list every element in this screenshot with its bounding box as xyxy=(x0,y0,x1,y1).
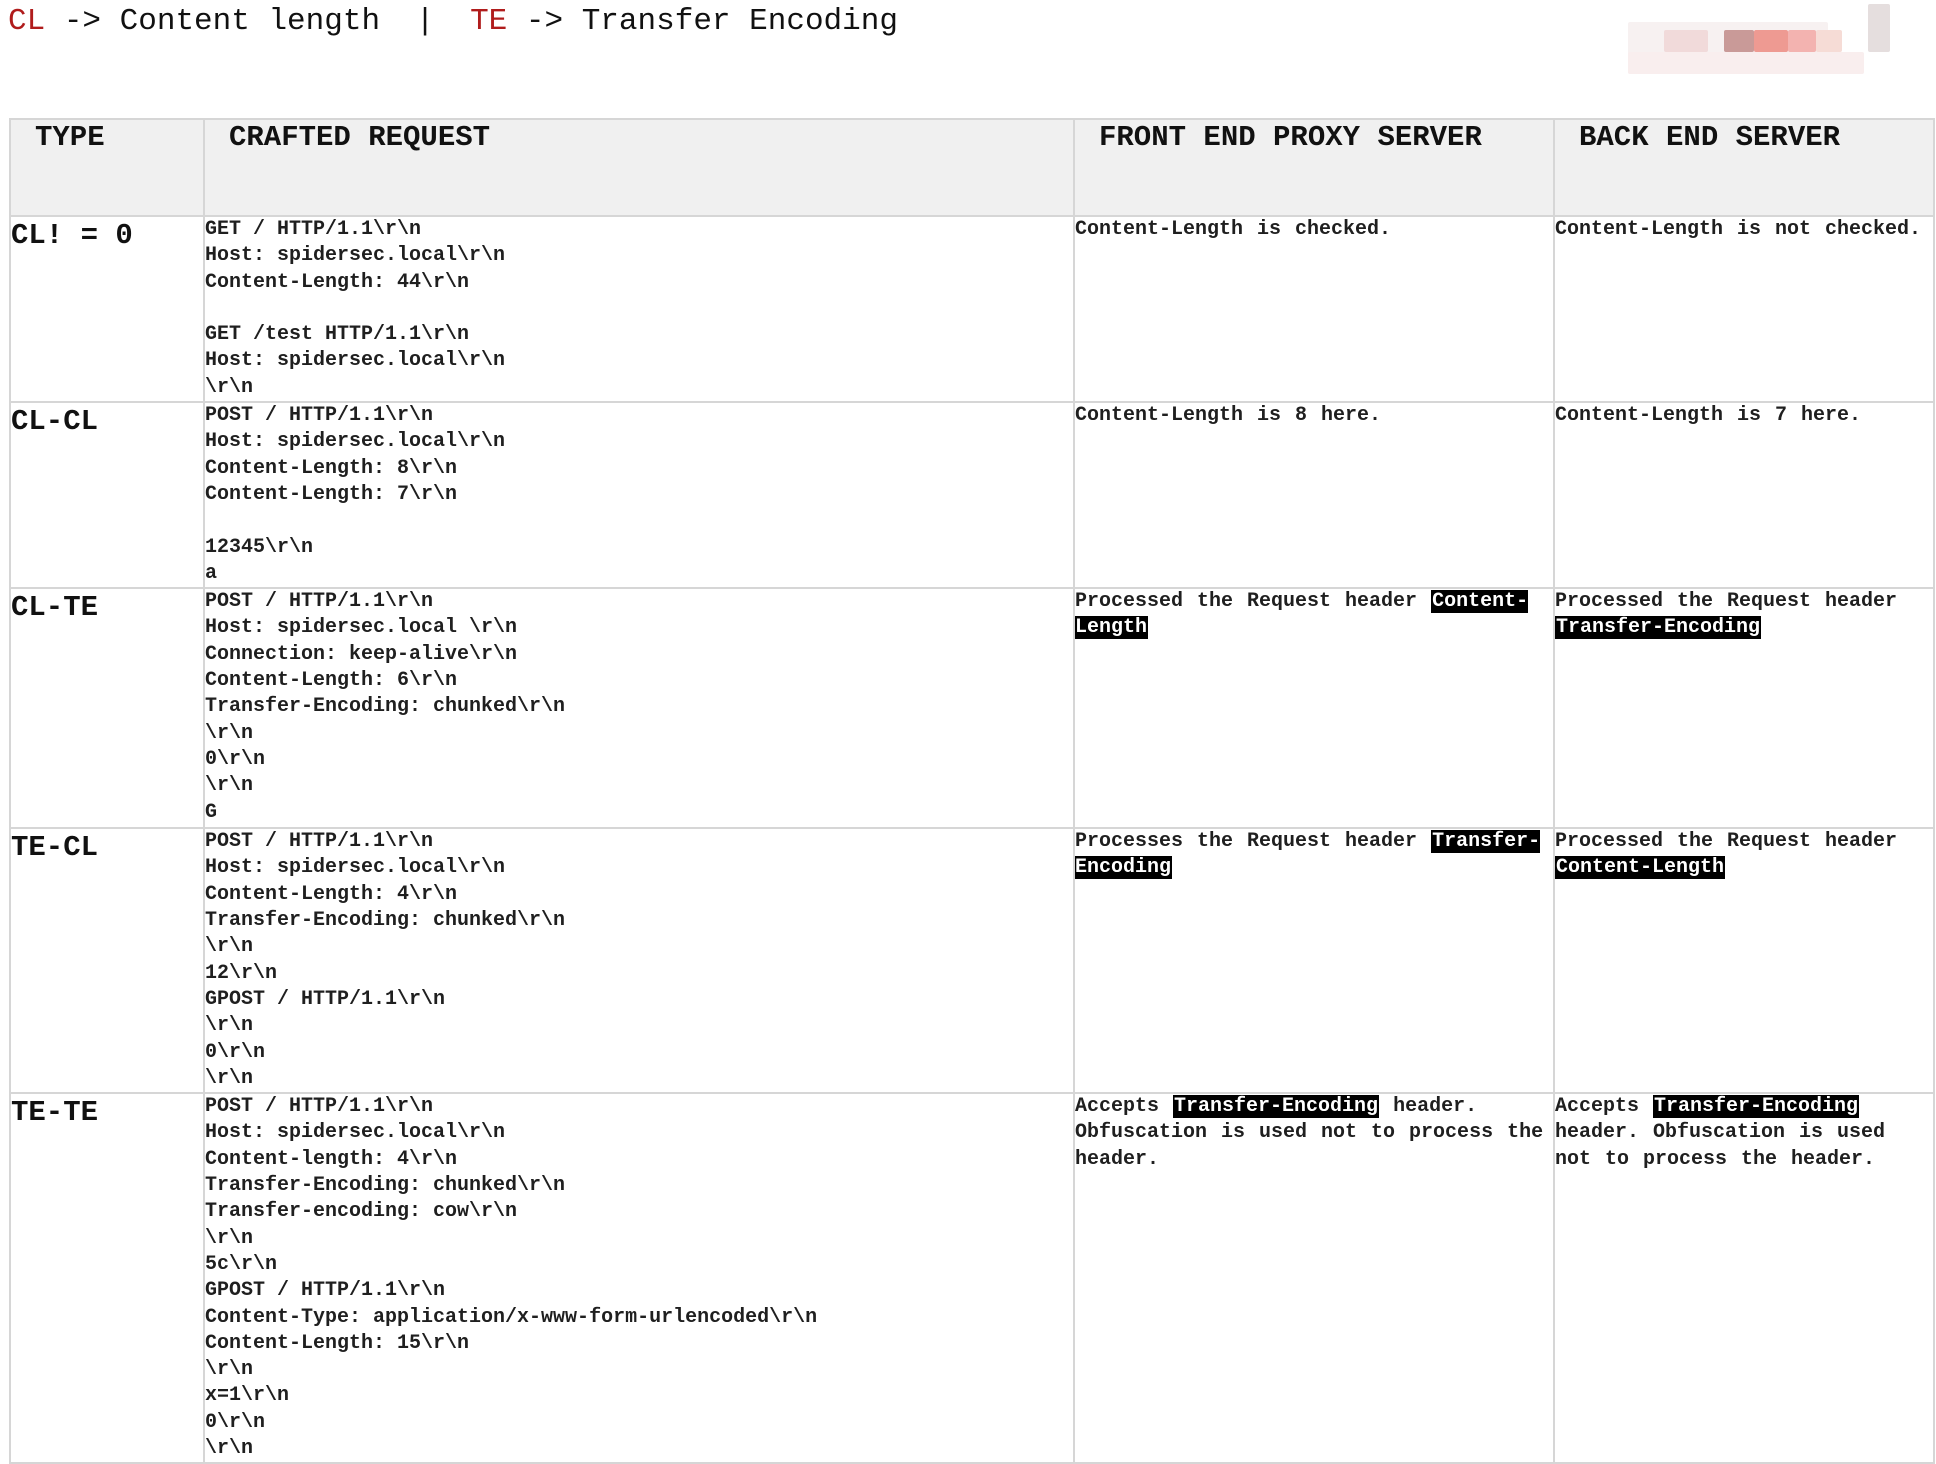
request-smuggling-table xyxy=(9,118,1935,1464)
request-line: Host: spidersec.local \r\n xyxy=(205,616,518,640)
table-row-cl-te xyxy=(10,588,1934,828)
type-cell: CL-TE xyxy=(10,588,204,828)
crafted-request-cell xyxy=(204,828,1074,1093)
cl-definition: -> Content length xyxy=(45,4,381,39)
back-end-server-cell xyxy=(1554,1093,1934,1463)
request-line: Transfer-encoding: cow\r\n xyxy=(205,1200,518,1224)
request-line: \r\n xyxy=(205,774,254,798)
request-line: Content-Length: 15\r\n xyxy=(205,1331,470,1355)
highlighted-header-name: Transfer-Encoding xyxy=(1654,1095,1859,1119)
request-line xyxy=(205,296,1073,322)
request-line: Host: spidersec.local\r\n xyxy=(205,856,506,880)
highlighted-header-name: Transfer-Encoding xyxy=(1075,830,1541,880)
back-end-server-cell xyxy=(1554,402,1934,588)
highlighted-header-name: Transfer-Encoding xyxy=(1174,1095,1379,1119)
request-line: GPOST / HTTP/1.1\r\n xyxy=(205,1279,446,1303)
highlighted-header-name: Transfer-Encoding xyxy=(1556,616,1761,640)
request-line: 12\r\n xyxy=(205,961,278,985)
request-line: GET /test HTTP/1.1\r\n xyxy=(205,323,470,347)
request-line: Content-Type: application/x-www-form-urlencoded\r\n xyxy=(205,1305,818,1329)
cl-abbreviation: CL xyxy=(8,4,46,39)
type-cell: TE-CL xyxy=(10,828,204,1093)
request-line: \r\n xyxy=(205,375,254,399)
request-line: 0\r\n xyxy=(205,1040,266,1064)
highlighted-header-name: Content-Length xyxy=(1075,590,1529,640)
request-line: Connection: keep-alive\r\n xyxy=(205,642,518,666)
back-end-server-cell xyxy=(1554,216,1934,402)
cell-text: Accepts xyxy=(1075,1095,1174,1119)
header-back-end-server: BACK END SERVER xyxy=(1554,119,1934,216)
request-line: Transfer-Encoding: chunked\r\n xyxy=(205,909,566,933)
request-line: Content-Length: 8\r\n xyxy=(205,456,458,480)
legend-separator: | xyxy=(415,4,435,39)
request-line: \r\n xyxy=(205,1358,254,1382)
table-header-row xyxy=(10,119,1934,216)
request-line: POST / HTTP/1.1\r\n xyxy=(205,830,434,854)
cell-text: Content-Length is 7 here. xyxy=(1555,404,1862,428)
front-end-proxy-cell xyxy=(1074,402,1554,588)
type-cell: TE-TE xyxy=(10,1093,204,1463)
request-line: 5c\r\n xyxy=(205,1252,278,1276)
cell-text: Processed the Request header xyxy=(1555,830,1898,854)
cell-text-trailing: header. Obfuscation is used not to process the header. xyxy=(1555,1121,1886,1171)
back-end-server-cell xyxy=(1554,828,1934,1093)
type-cell: CL! = 0 xyxy=(10,216,204,402)
request-line: \r\n xyxy=(205,1436,254,1460)
header-type: TYPE xyxy=(10,119,204,216)
crafted-request-cell xyxy=(204,1093,1074,1463)
blurred-logo xyxy=(1604,4,1894,78)
request-line: Content-Length: 6\r\n xyxy=(205,669,458,693)
back-end-server-cell xyxy=(1554,588,1934,828)
table-row-cl-cl xyxy=(10,402,1934,588)
legend xyxy=(8,4,898,40)
request-line: Content-Length: 44\r\n xyxy=(205,270,470,294)
request-line: Transfer-Encoding: chunked\r\n xyxy=(205,1174,566,1198)
request-line: Content-length: 4\r\n xyxy=(205,1147,458,1171)
table-row-cl-not-zero xyxy=(10,216,1934,402)
request-line: Transfer-Encoding: chunked\r\n xyxy=(205,695,566,719)
request-line: G xyxy=(205,800,218,824)
request-line: \r\n xyxy=(205,721,254,745)
crafted-request-cell xyxy=(204,216,1074,402)
header-front-end-proxy: FRONT END PROXY SERVER xyxy=(1074,119,1554,216)
request-line: x=1\r\n xyxy=(205,1384,290,1408)
request-line: \r\n xyxy=(205,935,254,959)
highlighted-header-name: Content-Length xyxy=(1556,856,1725,880)
request-line: Host: spidersec.local\r\n xyxy=(205,1121,506,1145)
request-line: 0\r\n xyxy=(205,1410,266,1434)
request-line: POST / HTTP/1.1\r\n xyxy=(205,404,434,428)
cell-text: Accepts xyxy=(1555,1095,1654,1119)
request-line: Host: spidersec.local\r\n xyxy=(205,349,506,373)
front-end-proxy-cell xyxy=(1074,828,1554,1093)
request-line: GPOST / HTTP/1.1\r\n xyxy=(205,987,446,1011)
cell-text: Processed the Request header xyxy=(1075,590,1432,614)
crafted-request-cell xyxy=(204,402,1074,588)
te-abbreviation: TE xyxy=(470,4,508,39)
type-cell: CL-CL xyxy=(10,402,204,588)
cell-text: Processed the Request header xyxy=(1555,590,1898,614)
header-crafted-request: CRAFTED REQUEST xyxy=(204,119,1074,216)
request-line: POST / HTTP/1.1\r\n xyxy=(205,590,434,614)
request-line: POST / HTTP/1.1\r\n xyxy=(205,1095,434,1119)
request-line: 12345\r\n xyxy=(205,535,314,559)
request-line: 0\r\n xyxy=(205,747,266,771)
table-row-te-te xyxy=(10,1093,1934,1463)
request-line: a xyxy=(205,561,218,585)
te-definition: -> Transfer Encoding xyxy=(507,4,898,39)
crafted-request-cell xyxy=(204,588,1074,828)
request-line: \r\n xyxy=(205,1014,254,1038)
request-line: Content-Length: 4\r\n xyxy=(205,882,458,906)
request-line: \r\n xyxy=(205,1226,254,1250)
request-line: Content-Length: 7\r\n xyxy=(205,482,458,506)
table-row-te-cl xyxy=(10,828,1934,1093)
cell-text-trailing: header. Obfuscation is used not to process the header. xyxy=(1075,1095,1544,1171)
front-end-proxy-cell xyxy=(1074,1093,1554,1463)
request-line: Host: spidersec.local\r\n xyxy=(205,430,506,454)
request-line: GET / HTTP/1.1\r\n xyxy=(205,218,422,241)
cell-text: Content-Length is not checked. xyxy=(1555,218,1922,241)
request-line: Host: spidersec.local\r\n xyxy=(205,244,506,268)
request-line xyxy=(205,508,1073,534)
front-end-proxy-cell xyxy=(1074,588,1554,828)
cell-text: Processes the Request header xyxy=(1075,830,1432,854)
request-line: \r\n xyxy=(205,1066,254,1090)
front-end-proxy-cell xyxy=(1074,216,1554,402)
cell-text: Content-Length is 8 here. xyxy=(1075,404,1382,428)
cell-text: Content-Length is checked. xyxy=(1075,218,1392,241)
